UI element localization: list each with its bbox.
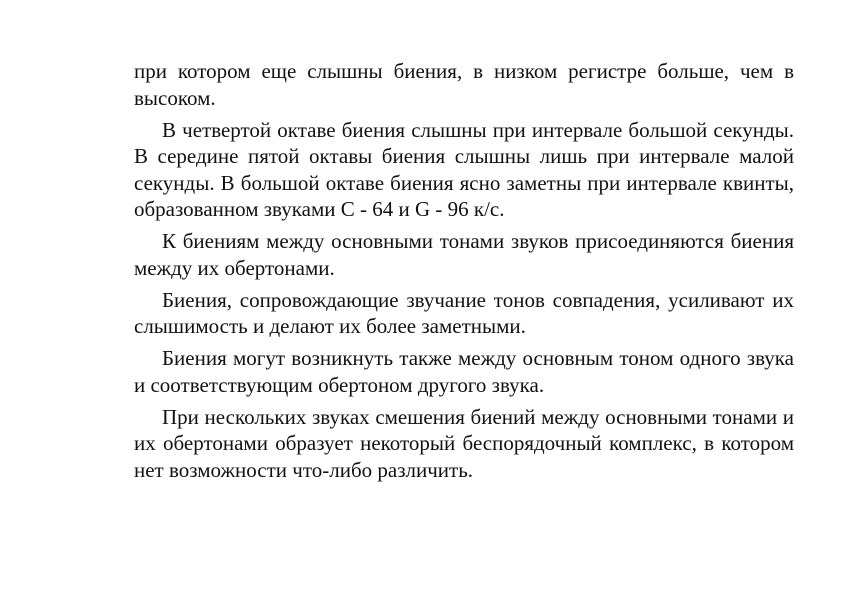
paragraph-complex-beats: При нескольких звуках смешения биений между основными тонами и их обертонами образует некоторый беспорядочный комплекс, в котором нет возможности что-либо различить. [134,404,794,482]
paragraph-fundamental-overtone: Биения могут возникнуть также между основным тоном одного звука и соответствующим обертоном другого звука. [134,346,794,397]
paragraph-fourth-octave: В четвертой октаве биения слышны при интервале большой секунды. В середине пятой октавы биения слышны лишь при интервале малой секунды. В большой октаве биения ясно заметны при интервале квинты, образованном звуками С - 64 и G - 96 к/с. [134,117,794,221]
document-page [134,58,794,489]
paragraph-continuation: при котором еще слышны биения, в низком регистре больше, чем в высоком. [134,59,794,110]
paragraph-coincidence-tones: Биения, сопровождающие звучание тонов совпадения, усиливают их слышимость и делают их более заметными. [134,287,794,338]
paragraph-overtone-beats: К биениям между основными тонами звуков присоединяются биения между их обертонами. [134,229,794,280]
